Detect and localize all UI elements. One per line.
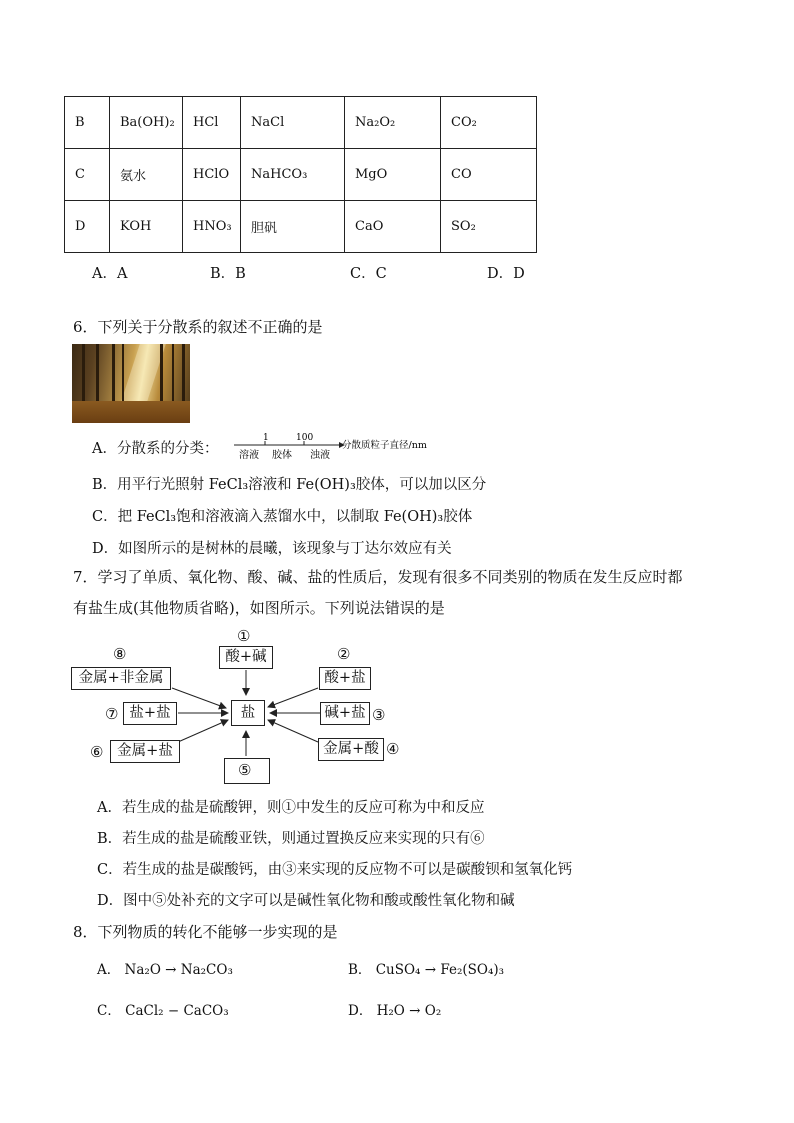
- box-base-salt: 碱+盐: [320, 702, 370, 725]
- box-metal-nonmetal: 金属+非金属: [71, 667, 171, 690]
- q7-stem-line1: 7．学习了单质、氧化物、酸、碱、盐的性质后，发现有很多不同类别的物质在发生反应时都: [73, 568, 683, 586]
- q6-option-a-prefix[interactable]: A．分散系的分类：: [92, 441, 219, 457]
- table-cell: CO₂: [441, 97, 537, 149]
- box-metal-acid: 金属+酸: [318, 738, 384, 761]
- scale-segment-solution: 溶液: [239, 450, 259, 461]
- label-4: ④: [386, 740, 400, 758]
- box-metal-salt: 金属+盐: [110, 740, 180, 763]
- table-cell: B: [65, 97, 110, 149]
- table-cell: 胆矾: [241, 201, 345, 253]
- scale-tick-1: 1: [263, 433, 269, 443]
- q5-option-a[interactable]: A．A: [92, 266, 128, 282]
- q7-stem-line2: 有盐生成(其他物质省略)，如图所示。下列说法错误的是: [73, 599, 445, 617]
- q6-option-c[interactable]: C．把 FeCl₃饱和溶液滴入蒸馏水中，以制取 Fe(OH)₃胶体: [92, 509, 473, 525]
- box-salt-center: 盐: [231, 700, 265, 726]
- label-2: ②: [337, 645, 351, 663]
- label-1: ①: [237, 627, 251, 645]
- q7-option-b[interactable]: B．若生成的盐是硫酸亚铁，则通过置换反应来实现的只有⑥: [97, 831, 485, 847]
- q7-option-c[interactable]: C．若生成的盐是碳酸钙，由③来实现的反应物不可以是碳酸钡和氢氧化钙: [97, 862, 573, 878]
- label-7: ⑦: [105, 705, 119, 723]
- q7-option-d[interactable]: D．图中⑤处补充的文字可以是碱性氧化物和酸或酸性氧化物和碱: [97, 893, 515, 909]
- label-6: ⑥: [90, 743, 104, 761]
- table-cell: CO: [441, 149, 537, 201]
- scale-segment-suspension: 浊液: [310, 450, 330, 461]
- q5-option-d[interactable]: D．D: [487, 266, 525, 282]
- q5-option-b[interactable]: B．B: [210, 266, 246, 282]
- table-cell: MgO: [345, 149, 441, 201]
- table-cell: SO₂: [441, 201, 537, 253]
- table-cell: HNO₃: [183, 201, 241, 253]
- label-3: ③: [372, 706, 386, 724]
- q8-option-a[interactable]: A． Na₂O → Na₂CO₃: [97, 962, 233, 978]
- table-cell: C: [65, 149, 110, 201]
- table-cell: HCl: [183, 97, 241, 149]
- q7-option-a[interactable]: A．若生成的盐是硫酸钾，则①中发生的反应可称为中和反应: [97, 800, 485, 816]
- label-5: ⑤: [238, 761, 252, 779]
- table-cell: HClO: [183, 149, 241, 201]
- q8-option-d[interactable]: D． H₂O → O₂: [348, 1003, 442, 1019]
- scale-segment-colloid: 胶体: [272, 450, 292, 461]
- q8-option-b[interactable]: B． CuSO₄ → Fe₂(SO₄)₃: [348, 962, 505, 978]
- scale-tick-100: 100: [296, 433, 314, 443]
- table-cell: Na₂O₂: [345, 97, 441, 149]
- table-cell: Ba(OH)₂: [110, 97, 183, 149]
- table-cell: KOH: [110, 201, 183, 253]
- q8-stem: 8．下列物质的转化不能够一步实现的是: [73, 923, 338, 941]
- box-acid-salt: 酸+盐: [319, 667, 371, 690]
- table-cell: 氨水: [110, 149, 183, 201]
- table-cell: D: [65, 201, 110, 253]
- q6-stem: 6．下列关于分散系的叙述不正确的是: [73, 318, 323, 336]
- q6-option-d[interactable]: D．如图所示的是树林的晨曦，该现象与丁达尔效应有关: [92, 541, 452, 557]
- table-cell: NaCl: [241, 97, 345, 149]
- q5-option-c[interactable]: C．C: [350, 266, 387, 282]
- table-cell: NaHCO₃: [241, 149, 345, 201]
- q8-option-c[interactable]: C． CaCl₂ − CaCO₃: [97, 1003, 229, 1019]
- label-8: ⑧: [113, 645, 127, 663]
- q6-option-b[interactable]: B．用平行光照射 FeCl₃溶液和 Fe(OH)₃胶体，可以加以区分: [92, 477, 487, 493]
- table-cell: CaO: [345, 201, 441, 253]
- box-salt-salt: 盐+盐: [123, 702, 177, 725]
- scale-axis-label: 分散质粒子直径/nm: [342, 440, 427, 451]
- box-acid-base: 酸+碱: [219, 646, 273, 669]
